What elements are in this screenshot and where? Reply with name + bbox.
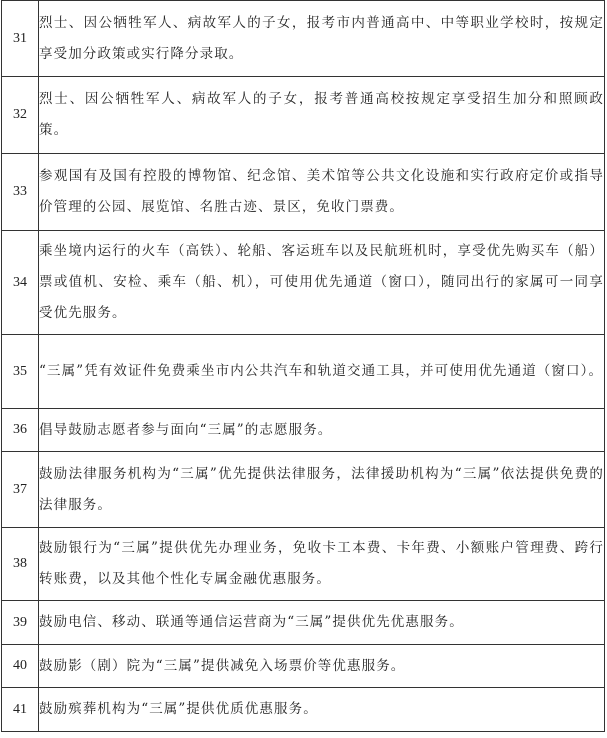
row-text: 鼓励银行为“三属”提供优先办理业务，免收卡工本费、卡年费、小额账户管理费、跨行转账费，以及其他个性化专属金融优惠服务。 — [39, 528, 605, 601]
row-number: 31 — [2, 1, 39, 77]
table-row — [2, 452, 605, 528]
policy-table — [1, 0, 605, 732]
row-text: 鼓励电信、移动、联通等通信运营商为“三属”提供优先优惠服务。 — [39, 601, 605, 645]
row-number: 34 — [2, 231, 39, 335]
row-number: 39 — [2, 601, 39, 645]
row-text: 鼓励法律服务机构为“三属”优先提供法律服务，法律援助机构为“三属”依法提供免费的法律服务。 — [39, 452, 605, 528]
table-row — [2, 154, 605, 231]
row-text: 烈士、因公牺牲军人、病故军人的子女，报考普通高校按规定享受招生加分和照顾政策。 — [39, 77, 605, 154]
row-text: 烈士、因公牺牲军人、病故军人的子女，报考市内普通高中、中等职业学校时，按规定享受加分政策或实行降分录取。 — [39, 1, 605, 77]
table-row — [2, 528, 605, 601]
row-number: 40 — [2, 645, 39, 688]
table-row — [2, 335, 605, 409]
table-row — [2, 601, 605, 645]
row-text: 鼓励殡葬机构为“三属”提供优质优惠服务。 — [39, 688, 605, 732]
row-number: 38 — [2, 528, 39, 601]
row-number: 35 — [2, 335, 39, 409]
row-text: 参观国有及国有控股的博物馆、纪念馆、美术馆等公共文化设施和实行政府定价或指导价管理的公园、展览馆、名胜古迹、景区，免收门票费。 — [39, 154, 605, 231]
row-text: 乘坐境内运行的火车（高铁）、轮船、客运班车以及民航班机时，享受优先购买车（船）票或值机、安检、乘车（船、机），可使用优先通道（窗口），随同出行的家属可一同享受优先服务。 — [39, 231, 605, 335]
row-text: 倡导鼓励志愿者参与面向“三属”的志愿服务。 — [39, 409, 605, 452]
table-row — [2, 645, 605, 688]
row-number: 37 — [2, 452, 39, 528]
table-row — [2, 231, 605, 335]
row-number: 33 — [2, 154, 39, 231]
table-row — [2, 409, 605, 452]
table-row — [2, 1, 605, 77]
row-text: 鼓励影（剧）院为“三属”提供减免入场票价等优惠服务。 — [39, 645, 605, 688]
table-row — [2, 688, 605, 732]
row-number: 36 — [2, 409, 39, 452]
table-row — [2, 77, 605, 154]
row-number: 41 — [2, 688, 39, 732]
row-text: “三属”凭有效证件免费乘坐市内公共汽车和轨道交通工具，并可使用优先通道（窗口）。 — [39, 335, 605, 409]
row-number: 32 — [2, 77, 39, 154]
